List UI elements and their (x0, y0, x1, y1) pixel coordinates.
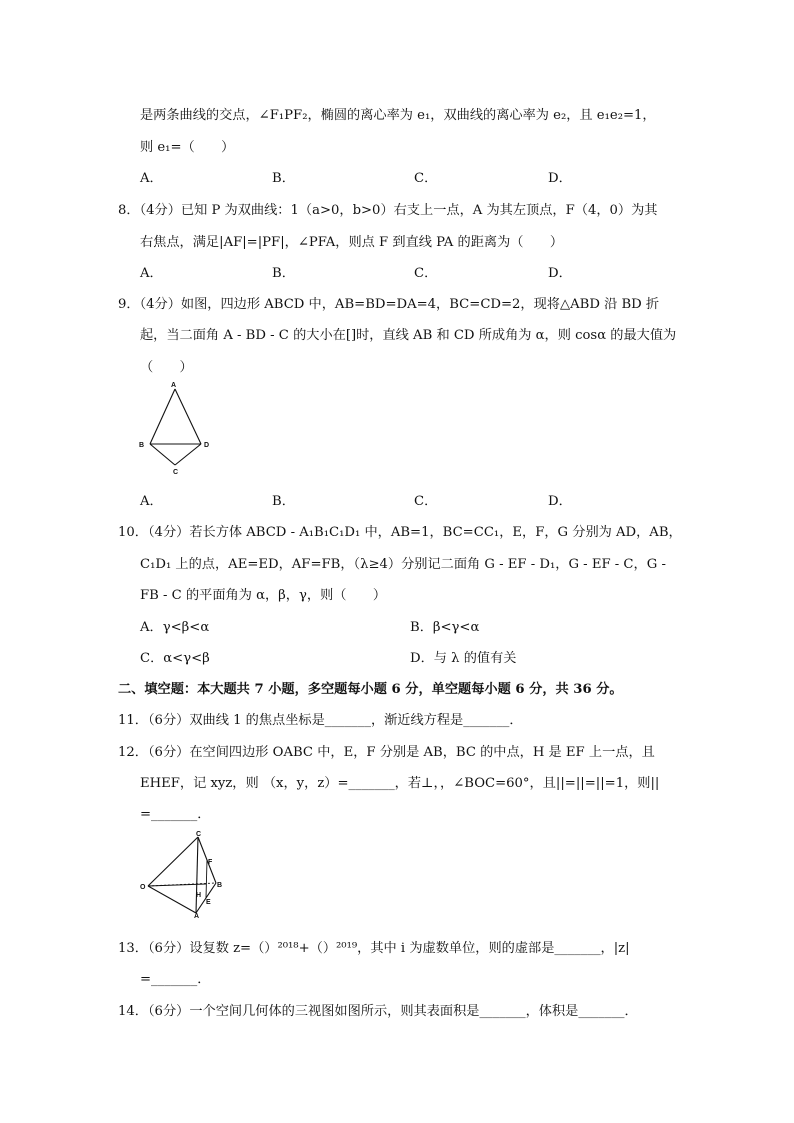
q9-edge-ad (175, 389, 201, 444)
q8-line-2: 右焦点，满足|AF|=|PF|，∠PFA，则点 F 到直线 PA 的距离为（ ） (140, 235, 564, 250)
q10-line-3: FB - C 的平面角为 α，β，γ，则（ ） (140, 588, 387, 603)
q10-option-c: C．α<γ<β (140, 651, 210, 666)
q12-label-a: A (194, 913, 200, 918)
q7-line-2: 则 e₁=（ ） (140, 140, 235, 155)
q12-edge-oa (148, 886, 196, 913)
q9-label-a: A (171, 382, 177, 389)
q7-option-a: A． (140, 171, 163, 186)
q10-option-a: A．γ<β<α (140, 620, 210, 635)
q10-line-1: 10．（4分）若长方体 ABCD - A₁B₁C₁D₁ 中，AB=1，BC=CC₁，E，F，G 分别为 AD，AB， (118, 525, 682, 540)
q10-line-2: C₁D₁ 上的点，AE=ED，AF=FB，（λ≥4）分别记二面角 G - EF - D₁，G - EF - C，G - (140, 557, 666, 572)
q13-line-1: 13．（6分）设复数 z=（）²⁰¹⁸+（）²⁰¹⁹，其中 i 为虚数单位，则的虚部是_______，|z| (118, 941, 630, 956)
q14-line-1: 14．（6分）一个空间几何体的三视图如图所示，则其表面积是_______，体积是_______． (118, 1004, 638, 1019)
q8-option-b: B． (272, 266, 295, 281)
q10-option-d: D．与 λ 的值有关 (410, 651, 517, 666)
q9-label-c: C (173, 469, 179, 476)
q9-figure (136, 378, 218, 478)
q9-edge-cd (175, 444, 201, 465)
q9-label-b: B (139, 442, 145, 449)
q9-edge-ab (150, 389, 175, 444)
q7-option-c: C． (414, 171, 438, 186)
q9-option-d: D． (548, 494, 572, 509)
q12-label-o: O (140, 884, 146, 891)
q12-figure (138, 828, 228, 918)
q12-line-1: 12．（6分）在空间四边形 OABC 中，E，F 分别是 AB，BC 的中点，H 是 EF 上一点，且 (118, 745, 655, 760)
q13-line-2: =_______． (140, 972, 211, 987)
q12-edge-ca (196, 837, 198, 913)
q7-option-b: B． (272, 171, 295, 186)
q12-label-b: B (217, 882, 223, 889)
q12-label-h: H (196, 892, 202, 899)
q9-line-2: 起，当二面角 A - BD - C 的大小在[]时，直线 AB 和 CD 所成角为 α，则 cosα 的最大值为 (140, 328, 677, 343)
q10-option-b: B．β<γ<α (410, 620, 480, 635)
section-heading: 二、填空题：本大题共 7 小题，多空题每小题 6 分，单空题每小题 6 分，共 36 分。 (118, 682, 623, 697)
q9-option-c: C． (414, 494, 438, 509)
q12-line-2: EHEF，记 xyz，则 （x，y，z）=_______，若⊥，，∠BOC=60°，且||=||=||=1，则|| (140, 776, 660, 791)
q8-option-a: A． (140, 266, 163, 281)
q9-line-3: （ ） (140, 360, 193, 375)
q12-label-c: C (196, 831, 202, 838)
q9-option-a: A． (140, 494, 163, 509)
q12-label-e: E (206, 899, 211, 906)
q8-line-1: 8．（4分）已知 P 为双曲线：1（a>0，b>0）右支上一点，A 为其左顶点，F（4，0）为其 (118, 203, 658, 218)
q12-line-3: =_______． (140, 807, 211, 822)
q9-edge-bc (150, 444, 175, 465)
q7-option-d: D． (548, 171, 572, 186)
q11-line-1: 11．（6分）双曲线 1 的焦点坐标是_______，渐近线方程是_______． (118, 713, 523, 728)
q12-label-f: F (208, 859, 213, 866)
q12-edge-fe (206, 860, 207, 898)
q8-option-c: C． (414, 266, 438, 281)
q9-line-1: 9．（4分）如图，四边形 ABCD 中，AB=BD=DA=4，BC=CD=2，现将△ABD 沿 BD 折 (118, 297, 660, 312)
q12-edge-oc (148, 837, 198, 886)
q8-option-d: D． (548, 266, 572, 281)
q9-label-d: D (204, 442, 210, 449)
q7-line-1: 是两条曲线的交点，∠F₁PF₂，椭圆的离心率为 e₁，双曲线的离心率为 e₂，且 e₁e₂=1， (140, 108, 656, 123)
q9-option-b: B． (272, 494, 295, 509)
